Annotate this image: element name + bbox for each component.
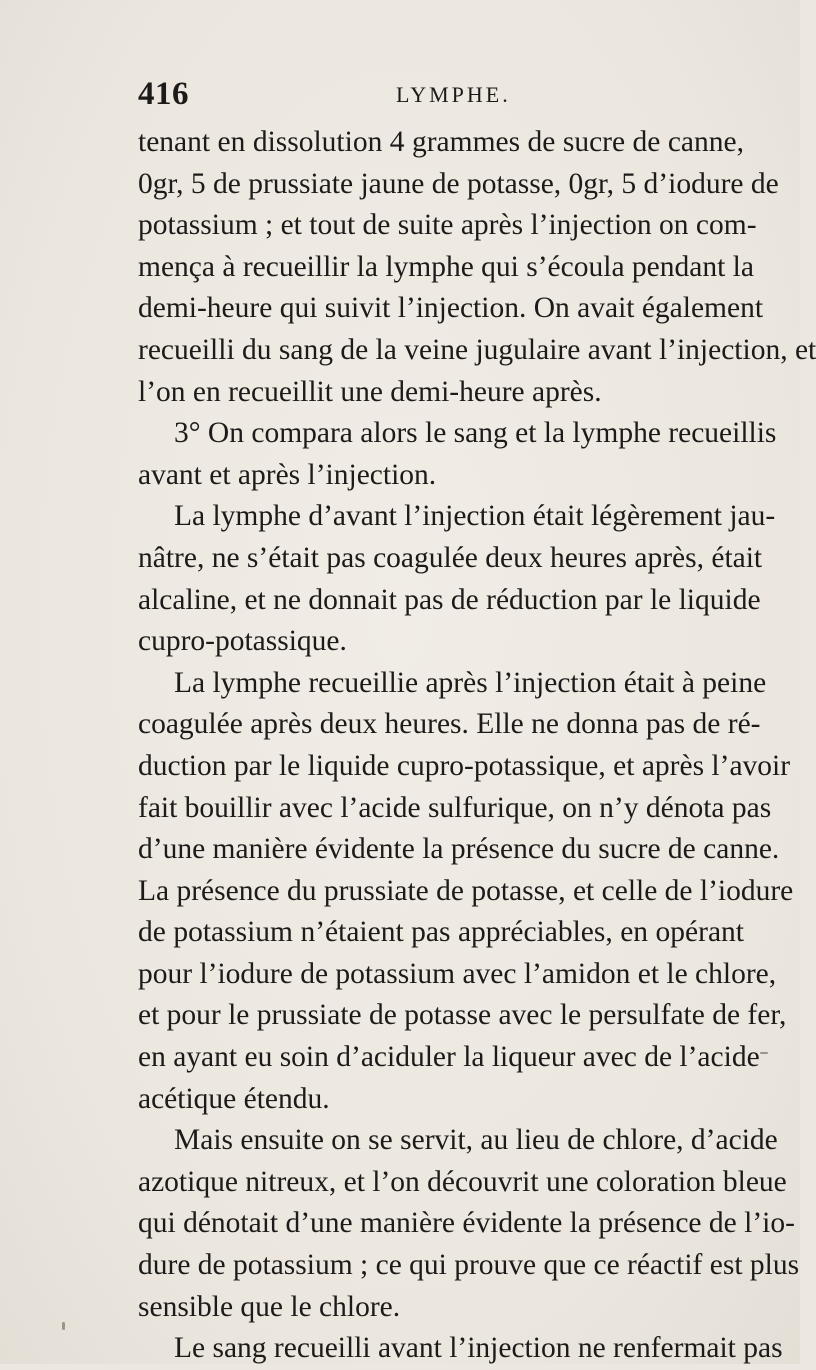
text-line: coagulée après deux heures. Elle ne donna pas de ré- <box>138 708 761 741</box>
text-line: mença à recueillir la lymphe qui s’écoula pendant la <box>138 250 754 283</box>
running-head: LYMPHE. <box>396 82 511 107</box>
text-line: tenant en dissolution 4 grammes de sucre de canne, <box>138 126 744 158</box>
text-line: d’une manière évidente la présence du sucre de canne. <box>138 833 780 866</box>
body-text <box>138 122 816 1370</box>
text-line: azotique nitreux, et l’on découvrit une coloration bleue <box>138 1165 787 1198</box>
text-line: 3° On compara alors le sang et la lymphe recueillis <box>174 417 777 450</box>
text-line: avant et après l’injection. <box>138 458 437 491</box>
text-line: fait bouillir avec l’acide sulfurique, on n’y dénota pas <box>138 791 772 824</box>
text-line: demi-heure qui suivit l’injection. On avait également <box>138 292 764 325</box>
text-line: de potassium n’étaient pas appréciables, en opérant <box>138 916 744 949</box>
text-line: sensible que le chlore. <box>138 1290 401 1323</box>
paper-speck <box>62 1322 65 1330</box>
text-line: alcaline, et ne donnait pas de réduction par le liquide <box>138 583 761 616</box>
text-line: cupro-potassique. <box>138 625 347 658</box>
paper-speck <box>760 1052 768 1054</box>
text-line: duction par le liquide cupro-potassique, et après l’avoir <box>138 749 791 782</box>
page-header <box>138 76 744 112</box>
text-line: La lymphe recueillie après l’injection était à peine <box>174 666 767 699</box>
text-line: nâtre, ne s’était pas coagulée deux heures après, était <box>138 541 763 574</box>
text-line: l’on en recueillit une demi-heure après. <box>138 375 602 408</box>
text-line: pour l’iodure de potassium avec l’amidon et le chlore, <box>138 957 777 990</box>
text-line: recueilli du sang de la veine jugulaire avant l’injection, et <box>138 333 816 366</box>
text-line: La lymphe d’avant l’injection était légèrement jau- <box>174 500 776 533</box>
text-line: en ayant eu soin d’aciduler la liqueur avec de l’acide <box>138 1041 760 1074</box>
text-line: et pour le prussiate de potasse avec le persulfate de fer, <box>138 999 787 1032</box>
text-line: qui dénotait d’une manière évidente la présence de l’io- <box>138 1207 795 1240</box>
text-line: Le sang recueilli avant l’injection ne renfermait pas <box>174 1332 783 1365</box>
text-line: acétique étendu. <box>138 1082 330 1115</box>
text-line: dure de potassium ; ce qui prouve que ce réactif est plus <box>138 1249 800 1282</box>
page-number: 416 <box>138 76 189 112</box>
text-line: Mais ensuite on se servit, au lieu de chlore, d’acide <box>174 1124 778 1157</box>
text-line: La présence du prussiate de potasse, et celle de l’iodure <box>138 874 794 907</box>
text-line: potassium ; et tout de suite après l’injection on com- <box>138 209 757 242</box>
text-line: 0gr, 5 de prussiate jaune de potasse, 0gr, 5 d’iodure de <box>138 167 779 200</box>
